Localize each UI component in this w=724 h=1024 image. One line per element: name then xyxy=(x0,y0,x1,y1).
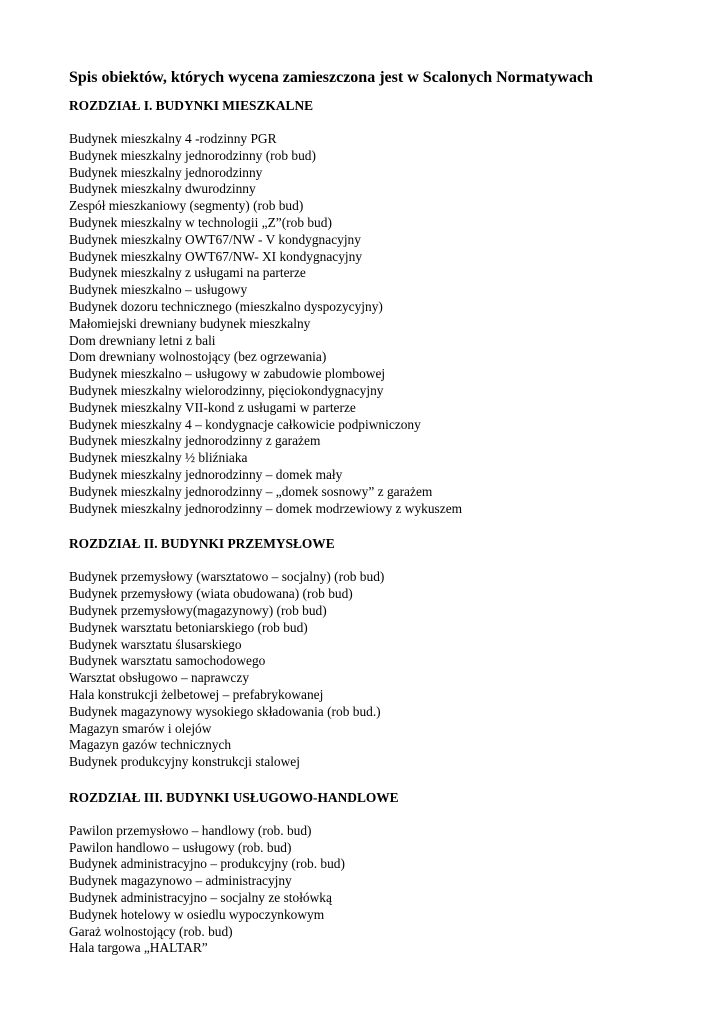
item-list xyxy=(69,823,709,957)
document-page xyxy=(69,68,709,957)
document-title: Spis obiektów, których wycena zamieszczona jest w Scalonych Normatywach xyxy=(69,69,593,86)
list-item: Budynek magazynowo – administracyjny xyxy=(69,873,292,889)
item-list xyxy=(69,131,709,517)
list-item: Magazyn smarów i olejów xyxy=(69,720,212,736)
list-item: Budynek mieszkalny OWT67/NW - V kondygnacyjny xyxy=(69,231,361,247)
section-heading: ROZDZIAŁ I. BUDYNKI MIESZKALNE xyxy=(69,98,314,113)
list-item: Hala konstrukcji żelbetowej – prefabrykowanej xyxy=(69,686,324,702)
section-industrial xyxy=(69,535,709,771)
section-heading: ROZDZIAŁ II. BUDYNKI PRZEMYSŁOWE xyxy=(69,536,335,552)
list-item: Budynek mieszkalny z usługami na parterze xyxy=(69,265,306,281)
list-item: Budynek warsztatu samochodowego xyxy=(69,653,266,669)
list-item: Zespół mieszkaniowy (segmenty) (rob bud) xyxy=(69,198,304,214)
list-item: Budynek mieszkalny w technologii „Z”(rob bud) xyxy=(69,214,332,230)
list-item: Budynek hotelowy w osiedlu wypoczynkowym xyxy=(69,906,325,922)
list-item: Warsztat obsługowo – naprawczy xyxy=(69,670,250,686)
list-item: Budynek administracyjno – produkcyjny (rob. bud) xyxy=(69,856,345,872)
list-item: Budynek mieszkalno – usługowy xyxy=(69,282,248,298)
list-item: Dom drewniany letni z bali xyxy=(69,332,216,348)
list-item: Budynek magazynowy wysokiego składowania (rob bud.) xyxy=(69,703,381,719)
list-item: Budynek mieszkalny wielorodzinny, pięciokondygnacyjny xyxy=(69,382,384,398)
section-service-commercial xyxy=(69,789,709,957)
list-item: Budynek mieszkalny jednorodzinny – domek modrzewiowy z wykuszem xyxy=(69,500,463,516)
list-item: Budynek mieszkalny 4 -rodzinny PGR xyxy=(69,131,277,146)
list-item: Budynek administracyjno – socjalny ze stołówką xyxy=(69,890,332,906)
list-item: Pawilon przemysłowo – handlowy (rob. bud) xyxy=(69,822,312,838)
list-item: Budynek mieszkalny jednorodzinny (rob bud) xyxy=(69,147,316,163)
list-item: Budynek przemysłowy(magazynowy) (rob bud) xyxy=(69,602,327,618)
list-item: Pawilon handlowo – usługowy (rob. bud) xyxy=(69,839,292,855)
list-item: Hala targowa „HALTAR” xyxy=(69,940,208,956)
list-item: Budynek mieszkalno – usługowy w zabudowie plombowej xyxy=(69,366,386,382)
list-item: Budynek mieszkalny OWT67/NW- XI kondygnacyjny xyxy=(69,248,363,264)
list-item: Budynek mieszkalny jednorodzinny z garażem xyxy=(69,433,321,449)
list-item: Budynek dozoru technicznego (mieszkalno dyspozycyjny) xyxy=(69,298,383,314)
list-item: Małomiejski drewniany budynek mieszkalny xyxy=(69,315,311,331)
list-item: Budynek przemysłowy (warsztatowo – socjalny) (rob bud) xyxy=(69,569,385,585)
list-item: Budynek warsztatu betoniarskiego (rob bud) xyxy=(69,619,308,635)
list-item: Budynek mieszkalny 4 – kondygnacje całkowicie podpiwniczony xyxy=(69,416,421,432)
list-item: Budynek mieszkalny jednorodzinny – „domek sosnowy” z garażem xyxy=(69,483,433,499)
section-residential xyxy=(69,97,709,517)
list-item: Budynek produkcyjny konstrukcji stalowej xyxy=(69,754,300,770)
list-item: Budynek przemysłowy (wiata obudowana) (rob bud) xyxy=(69,586,353,602)
list-item: Budynek mieszkalny dwurodzinny xyxy=(69,181,256,197)
item-list xyxy=(69,569,709,771)
list-item: Garaż wolnostojący (rob. bud) xyxy=(69,923,233,939)
list-item: Magazyn gazów technicznych xyxy=(69,737,232,753)
list-item: Dom drewniany wolnostojący (bez ogrzewania) xyxy=(69,349,327,365)
list-item: Budynek mieszkalny jednorodzinny – domek mały xyxy=(69,466,343,482)
list-item: Budynek mieszkalny ½ bliźniaka xyxy=(69,450,248,466)
section-heading: ROZDZIAŁ III. BUDYNKI USŁUGOWO-HANDLOWE xyxy=(69,789,399,805)
list-item: Budynek mieszkalny jednorodzinny xyxy=(69,164,263,180)
list-item: Budynek warsztatu ślusarskiego xyxy=(69,636,242,652)
list-item: Budynek mieszkalny VII-kond z usługami w parterze xyxy=(69,399,356,415)
